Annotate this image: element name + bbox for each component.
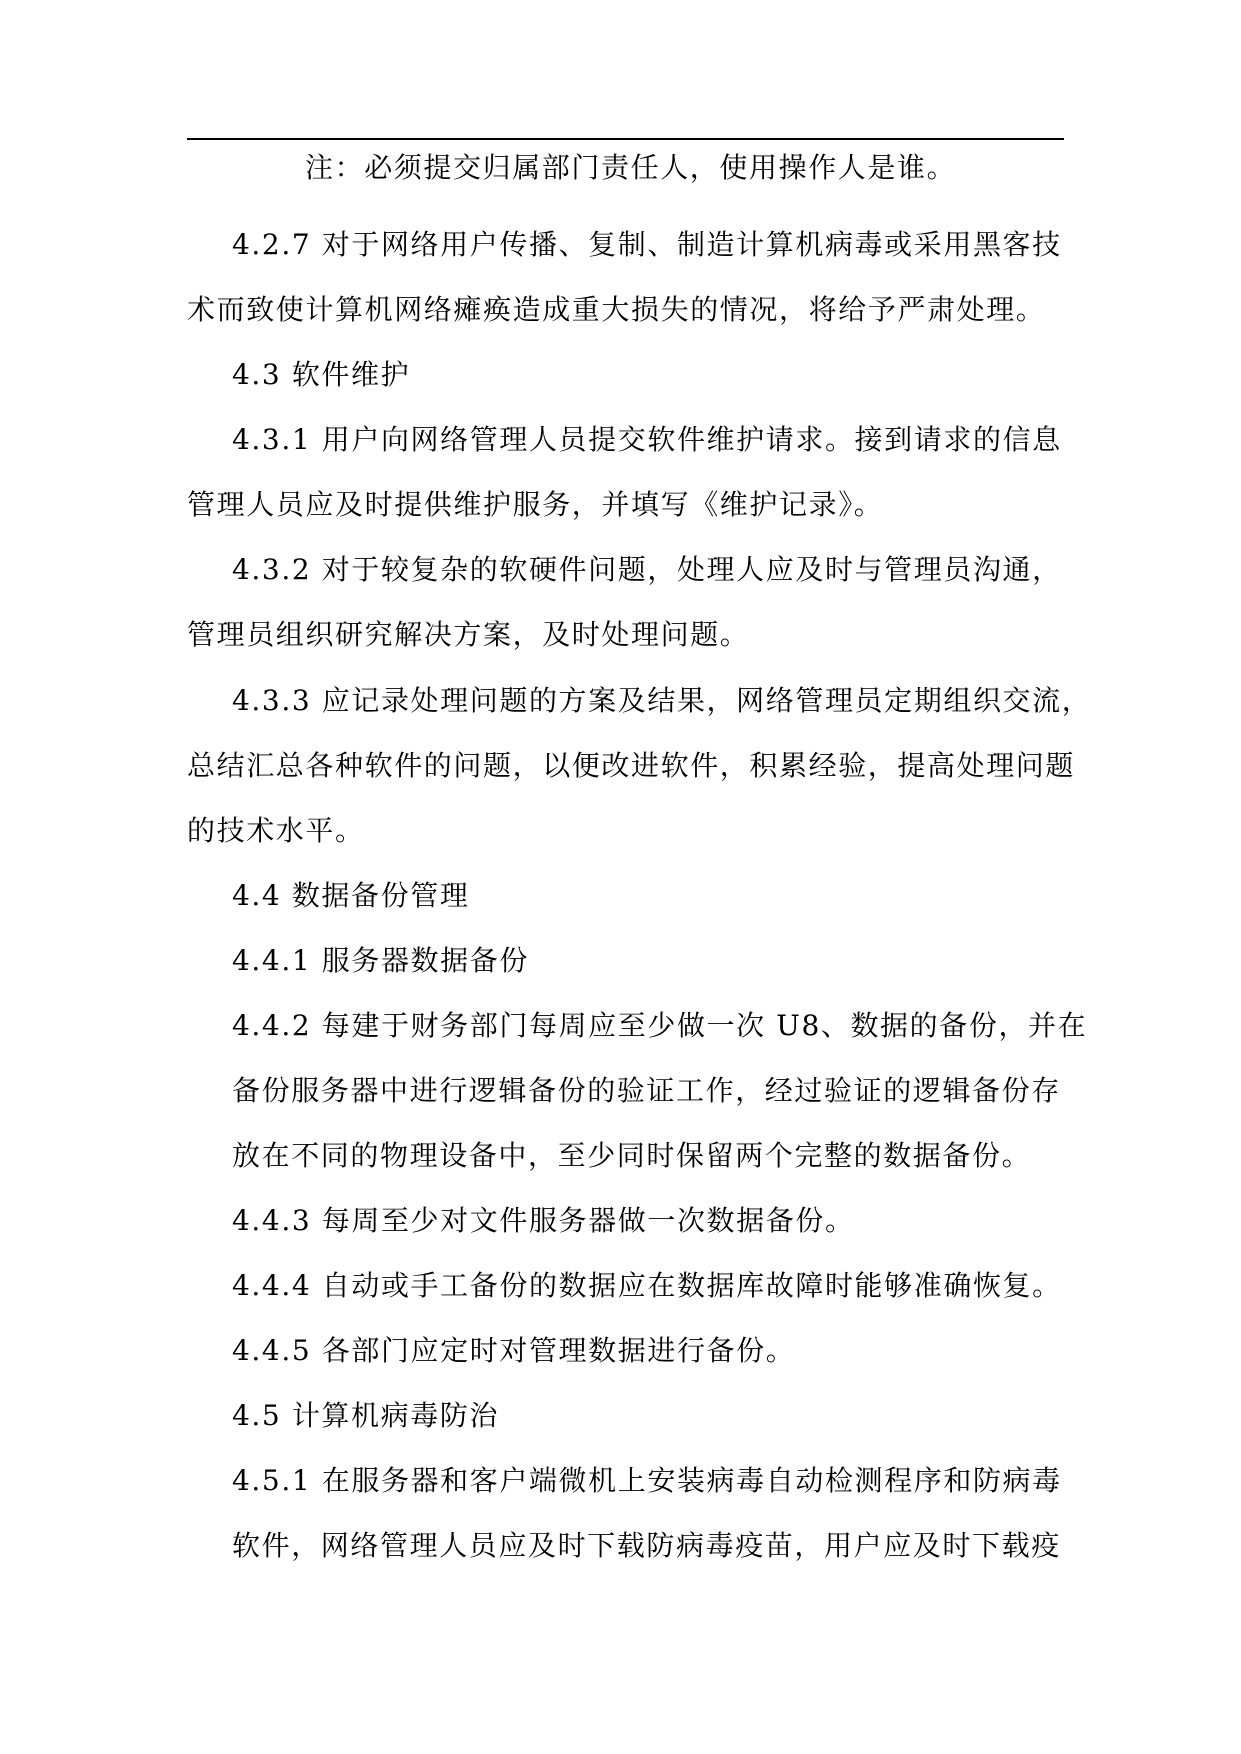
paragraph-4-3-1-line-1: 4.3.1 用户向网络管理人员提交软件维护请求。接到请求的信息: [232, 423, 1062, 456]
note-line: 注：必须提交归属部门责任人，使用操作人是谁。: [305, 151, 957, 184]
section-4-3-heading: 4.3 软件维护: [232, 358, 411, 391]
paragraph-4-5-1-line-1: 4.5.1 在服务器和客户端微机上安装病毒自动检测程序和防病毒: [232, 1464, 1062, 1497]
paragraph-4-4-2-line-3: 放在不同的物理设备中，至少同时保留两个完整的数据备份。: [232, 1139, 1032, 1172]
paragraph-4-4-4: 4.4.4 自动或手工备份的数据应在数据库故障时能够准确恢复。: [232, 1269, 1062, 1302]
paragraph-4-4-5: 4.4.5 各部门应定时对管理数据进行备份。: [232, 1334, 796, 1367]
section-4-5-heading: 4.5 计算机病毒防治: [232, 1399, 500, 1432]
paragraph-4-2-7-line-2: 术而致使计算机网络瘫痪造成重大损失的情况，将给予严肃处理。: [187, 293, 1046, 326]
header-rule: [187, 138, 1064, 140]
paragraph-4-4-1: 4.4.1 服务器数据备份: [232, 944, 529, 977]
section-4-4-heading: 4.4 数据备份管理: [232, 879, 470, 912]
paragraph-4-3-2-line-2: 管理员组织研究解决方案，及时处理问题。: [187, 618, 750, 651]
paragraph-4-3-2-line-1: 4.3.2 对于较复杂的软硬件问题，处理人应及时与管理员沟通，: [232, 553, 1062, 586]
paragraph-4-3-1-line-2: 管理人员应及时提供维护服务，并填写《维护记录》。: [187, 488, 884, 521]
paragraph-4-2-7-line-1: 4.2.7 对于网络用户传播、复制、制造计算机病毒或采用黑客技: [232, 228, 1062, 261]
paragraph-4-3-3-line-2: 总结汇总各种软件的问题，以便改进软件，积累经验，提高处理问题: [187, 749, 1076, 782]
paragraph-4-4-2-line-2: 备份服务器中进行逻辑备份的验证工作，经过验证的逻辑备份存: [232, 1074, 1061, 1107]
paragraph-4-3-3-line-3: 的技术水平。: [187, 814, 365, 847]
paragraph-4-5-1-line-2: 软件，网络管理人员应及时下载防病毒疫苗，用户应及时下载疫: [232, 1529, 1061, 1562]
paragraph-4-3-3-line-1: 4.3.3 应记录处理问题的方案及结果，网络管理员定期组织交流，: [232, 684, 1092, 717]
paragraph-4-4-2-line-1: 4.4.2 每建于财务部门每周应至少做一次 U8、数据的备份，并在: [232, 1009, 1088, 1042]
paragraph-4-4-3: 4.4.3 每周至少对文件服务器做一次数据备份。: [232, 1204, 855, 1237]
